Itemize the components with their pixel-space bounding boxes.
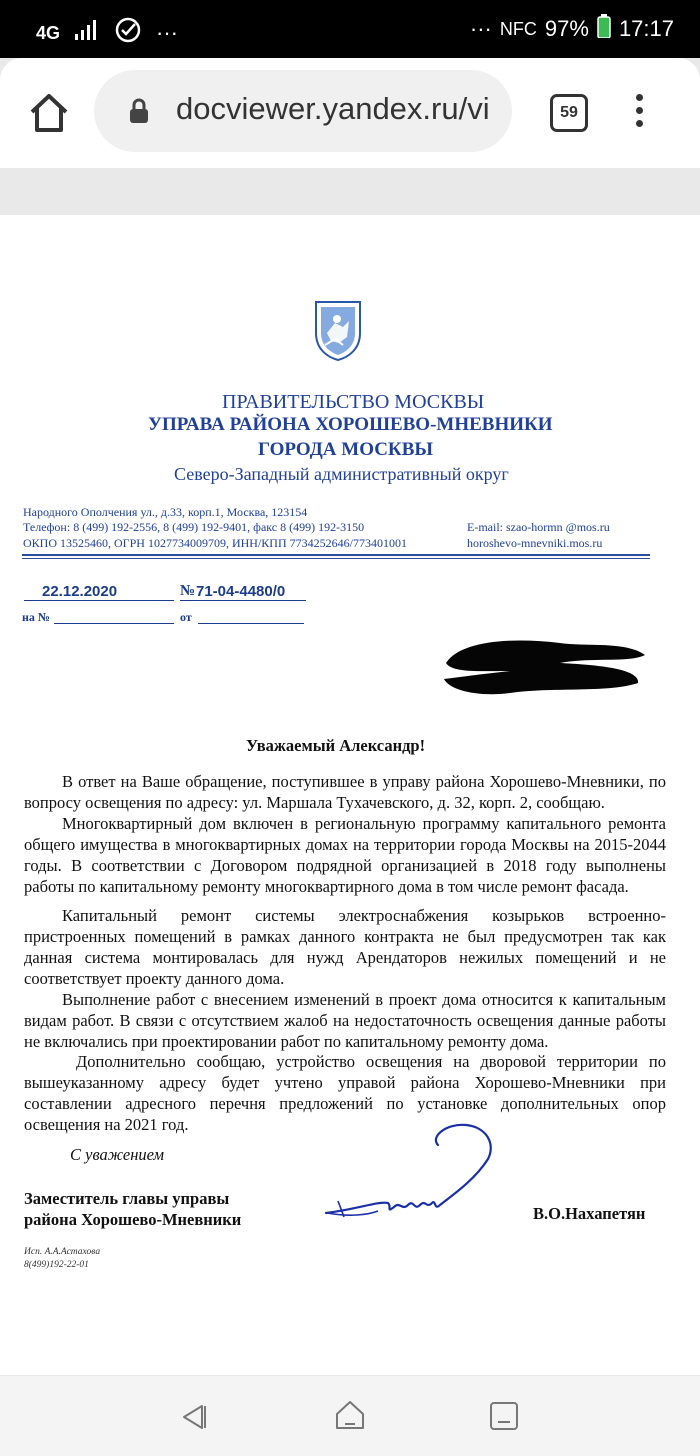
address-line: Народного Ополчения ул., д.33, корп.1, Москва, 123154 — [23, 505, 308, 519]
battery-icon — [597, 14, 611, 44]
signatory-name: В.О.Нахапетян — [533, 1204, 646, 1223]
reference-number-label: на № — [22, 610, 50, 624]
closing-phrase: С уважением — [70, 1145, 165, 1164]
document-page — [0, 215, 700, 1375]
redaction-mark — [440, 633, 650, 704]
website-line: horoshevo-mnevniki.mos.ru — [467, 536, 603, 550]
phones-line: Телефон: 8 (499) 192-2556, 8 (499) 192-9401, факс 8 (499) 192-3150 — [23, 520, 365, 534]
check-circle-icon — [114, 16, 142, 50]
letter-number: 71-04-4480/0 — [196, 583, 286, 600]
back-button[interactable] — [178, 1402, 208, 1437]
home-icon — [24, 88, 74, 138]
executor-phone: 8(499)192-22-01 — [24, 1260, 89, 1270]
salutation: Уважаемый Александр! — [246, 736, 426, 755]
paragraph-1: В ответ на Ваше обращение, поступившее в управу района Хорошево-Мневники, по вопросу освещения по адресу: ул. Маршала Тухачевского, д. 32, корп. 2, сообщаю. — [24, 772, 666, 812]
paragraph-2: Многоквартирный дом включен в региональную программу капитального ремонта общего имущества в многоквартирных домах на территории города Москвы на 2015-2044 годы. В соответствии с Договором подрядной организацией в 2018 году выполнены работы по капитальному ремонту многоквартирного дома в том числе ремонт фасада. — [24, 814, 666, 896]
header-divider-thin — [22, 558, 650, 559]
executor-name: Исп. А.А.Астахова — [24, 1247, 101, 1257]
letter-date: 22.12.2020 — [42, 583, 118, 600]
battery-percent: 97% — [544, 16, 589, 41]
reference-date-underline — [198, 623, 304, 624]
organization-title-line1: УПРАВА РАЙОНА ХОРОШЕВО-МНЕВНИКИ — [148, 414, 553, 435]
codes-line: ОКПО 13525460, ОГРН 1027734009709, ИНН/КПП 7734252646/773401001 — [23, 536, 407, 550]
header-divider — [22, 554, 650, 556]
district-name: Северо-Западный административный округ — [174, 464, 509, 484]
overflow-menu-icon[interactable] — [633, 94, 645, 134]
more-status-icon: ··· — [469, 16, 492, 41]
home-nav-button[interactable] — [333, 1398, 367, 1437]
email-line: E-mail: szao-hormn @mos.ru — [467, 520, 610, 534]
url-text: docviewer.yandex.ru/vi — [176, 91, 490, 126]
nfc-indicator: NFC — [499, 18, 537, 39]
number-label: № — [180, 583, 196, 599]
government-title: ПРАВИТЕЛЬСТВО МОСКВЫ — [222, 391, 485, 413]
moscow-coat-of-arms-icon — [313, 299, 363, 366]
signatory-position-line2: района Хорошево-Мневники — [24, 1210, 242, 1229]
reference-date-label: от — [180, 610, 192, 624]
lock-icon — [128, 98, 150, 129]
paragraph-3: Капитальный ремонт системы электроснабжения козырьков встроенно-пристроенных помещений в рамках данного контракта не был предусмотрен так как данная система монтировалась для нужд Арендаторов нежилых помещений и не соответствует проекту данного дома. — [24, 906, 666, 988]
date-underline — [24, 600, 174, 601]
more-notifications-icon: ··· — [156, 20, 178, 45]
browser-toolbar — [0, 58, 700, 168]
paragraph-4: Выполнение работ с внесением изменений в проект дома относится к капитальным видам работ. В связи с отсутствием жалоб на недостаточность освещения данные работы не включались при проектировании работ по капитальному ремонту дома. — [24, 990, 666, 1051]
signatory-position-line1: Заместитель главы управы — [24, 1189, 230, 1208]
back-icon — [178, 1402, 208, 1432]
number-underline — [180, 600, 306, 601]
system-navigation-bar — [0, 1376, 700, 1456]
recents-icon — [488, 1400, 520, 1432]
recents-button[interactable] — [488, 1400, 520, 1437]
signal-icon — [74, 20, 100, 46]
network-indicator: 4G — [36, 22, 61, 43]
organization-title-line2: ГОРОДА МОСКВЫ — [258, 439, 434, 460]
home-nav-icon — [333, 1398, 367, 1432]
paragraph-5: Дополнительно сообщаю, устройство освещения на дворовой территории по вышеуказанному адресу будет учтено управой района Хорошево-Мневники при составлении адресного перечня предложений по установке дополнительных опор освещения на 2021 год. — [24, 1052, 666, 1134]
status-bar — [0, 0, 700, 58]
address-bar[interactable] — [94, 70, 512, 152]
home-button[interactable] — [24, 88, 74, 138]
handwritten-signature — [318, 1121, 498, 1236]
reference-number-underline — [54, 623, 174, 624]
clock: 17:17 — [618, 16, 674, 41]
tab-switcher-button[interactable]: 59 — [550, 94, 588, 132]
